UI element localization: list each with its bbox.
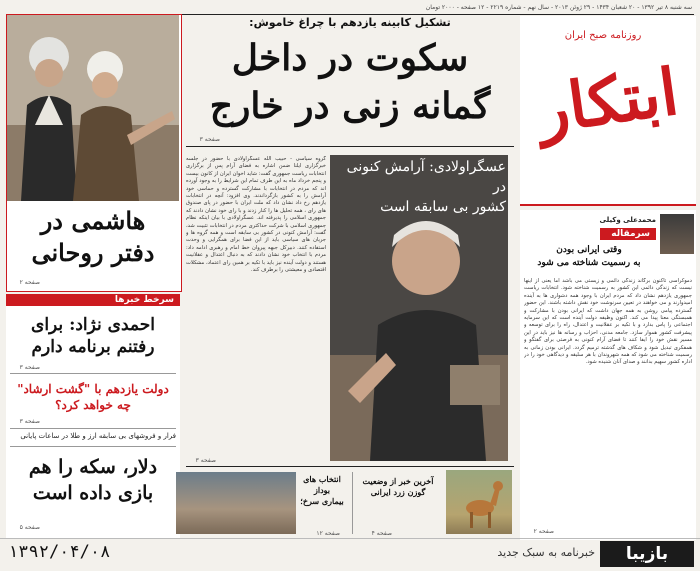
photo-figures-icon xyxy=(7,15,179,201)
main-page-ref: صفحه ۳ xyxy=(199,136,220,143)
main-headline xyxy=(190,34,510,138)
author-avatar xyxy=(660,214,694,254)
asgaroladi-caption xyxy=(330,157,506,215)
bottom-item1-line2: بیماری سرخ؛ xyxy=(300,496,344,506)
center-page-ref: صفحه ۳ xyxy=(195,457,216,464)
editorial-body: دموکراسی تاکنون برگاند زندگی دائمی و زیستی می باشد اما یعنی از اینها نیست که زندگی دائمی این کشور به رسمیت شناخته شود. انتخابات ریاست جمهوری یازدهم نشان داد که مردم ایران با وجود همه دشواری ها به آینده امیدوارند و می خواهند در تعیین سرنوشت خود نقش داشته باشند. این حضور گسترده پیامی روشن به همه جهان داشت که ایرانی بودن با مشارکت و همبستگی معنا پیدا می کند. اکنون وظیفه دولت آینده است که این سرمایه اجتماعی را پاس بدارد و با تکیه بر عقلانیت و اعتدال، راه را برای توسعه و پیشرفت کشور هموار سازد. جامعه مدنی، احزاب و رسانه ها نیز باید در این مسیر نقش خود را ایفا کنند تا فضای آرام کنونی به فرصتی برای گفتگو و همفکری تبدیل شود و شکاف های گذشته ترمیم گردد. ایرانی بودن زمانی به رسمیت شناخته می شود که همه شهروندان با هر سلیقه و دیدگاهی خود را در اداره کشور سهیم بدانند و صدای آنان شنیده شود. xyxy=(524,278,692,366)
sidebar-item2-headline xyxy=(8,381,178,417)
masthead-rule xyxy=(520,204,696,206)
flowers-photo xyxy=(176,472,296,534)
editorial-title xyxy=(524,244,654,274)
main-kicker: تشکیل کابینه یازدهم با چراغ خاموش: xyxy=(249,16,451,29)
brand-tagline: خبرنامه به سبک جدید xyxy=(497,546,595,559)
bottom-item2-headline xyxy=(350,476,446,504)
center-article-body: گروه سیاسی - حبیب الله عسگراولادی با حضور در جلسه خبرگزاری ایلنا ضمن اشاره به فضای آرام پس از برگزاری انتخابات ریاست جمهوری گفت: شاید اخوان ایران از کانون بیست و پنجم خرداد ماه به این طرف تمام این شرایط را به وجود آورده اند که مردم در انتخابات با مشارکت گسترده و حماسی خود آرامش را به کشور بازگرداندند. وی افزود: آنچه در انتخابات یازدهم رخ داد نشان داد که ملت ایران با حضور در پای صندوق های رای ، همه تحلیل ها را کنار زدند و با رای خود نشان دادند که جمهوری اسلامی را پذیرفته اند. عسگراولادی با بیان اینکه نظام جمهوری اسلامی با شرکت حداکثری مردم در انتخابات تثبیت شد، گفت: آرامش کنونی در کشور بی سابقه است و همه گروه ها و جریان های سیاسی باید از این فضا برای همگرایی و وحدت استفاده کنند. دبیرکل جبهه پیروان خط امام و رهبری ادامه داد: مردم با انتخاب خود نشان دادند که به دنبال اعتدال و عقلانیت هستند و دولت آینده نیز باید با تکیه بر همین رای اعتماد، مشکلات اقتصادی و معیشتی را برطرف کند. xyxy=(186,156,326,274)
sidebar-divider-3 xyxy=(10,446,176,447)
sidebar-section-label: سرخط خبرها xyxy=(6,294,180,306)
asgaroladi-caption-line2: کشور بی سابقه است xyxy=(380,199,506,215)
sidebar-item3-text: فرار و فروشهای بی سابقه ارز و طلا در ساعات پایانی xyxy=(20,432,176,440)
sidebar-item4-headline xyxy=(8,454,178,514)
hashemi-page-ref: صفحه ۲ xyxy=(19,279,40,286)
hashemi-headline xyxy=(8,205,178,275)
hashemi-headline-line2: دفتر روحانی xyxy=(31,238,155,267)
editorial-section-label: سرمقاله xyxy=(600,228,656,240)
bottom-center-rule xyxy=(186,466,514,467)
sidebar-item2-ref: صفحه ۳ xyxy=(19,418,40,425)
sidebar-item2-line2: چه خواهد کرد؟ xyxy=(55,398,131,412)
sidebar-divider-1 xyxy=(10,373,176,374)
headline-rule xyxy=(186,146,514,147)
hashemi-headline-line1: هاشمی در xyxy=(40,206,146,235)
main-headline-line1: سکوت در داخل xyxy=(231,37,469,79)
sidebar-item1-headline xyxy=(8,314,178,362)
issue-date: ۱۳۹۲/۰۴/۰۸ xyxy=(8,542,111,562)
editorial-title-line2: به رسمیت شناخته می شود xyxy=(537,258,641,268)
masthead-logo-title: ابتکار xyxy=(533,54,683,149)
editorial-page-ref: صفحه ۲ xyxy=(533,528,554,535)
sidebar-item1-line1: احمدی نژاد: برای xyxy=(31,315,155,335)
bottom-item2-line1: آخرین خبر از وضعیت xyxy=(362,476,434,486)
bottom-item2-line2: گوزن زرد ایرانی xyxy=(370,487,426,497)
main-headline-line2: گمانه زنی در خارج xyxy=(209,85,491,127)
footer-rule xyxy=(0,538,700,539)
editorial-title-line1: وقتی ایرانی بودن xyxy=(556,245,622,255)
sidebar-item1-line2: رفتنم برنامه دارم xyxy=(31,337,155,357)
deer-photo xyxy=(446,470,512,534)
bottom-item1-line1: انتخاب های بوداز xyxy=(303,474,341,495)
bottom-item1-ref: صفحه ۱۲ xyxy=(316,530,340,537)
sidebar-item4-line2: بازی داده است xyxy=(32,482,154,504)
masthead-subtitle: روزنامه صبح ایران xyxy=(564,30,642,41)
asgaroladi-caption-line1: عسگراولادی: آرامش کنونی در xyxy=(346,159,506,195)
editorial-author: محمدعلی وکیلی xyxy=(599,216,656,224)
deer-icon xyxy=(446,470,512,534)
sidebar-divider-2 xyxy=(10,428,176,429)
sidebar-item2-line1: دولت یازدهم با "گشت ارشاد" xyxy=(17,382,169,396)
sidebar-item4-line1: دلار، سکه را هم xyxy=(28,456,158,478)
sidebar-item4-ref: صفحه ۵ xyxy=(19,524,40,531)
hashemi-rouhani-photo xyxy=(7,15,179,201)
sidebar-item1-ref: صفحه ۳ xyxy=(19,364,40,371)
bottom-item1-headline xyxy=(296,474,348,506)
issue-info-line: سه شنبه ۸ تیر ۱۳۹۲ - ۲۰ شعبان ۱۴۳۴ - ۲۹ ژوئن ۲۰۱۳ - سال نهم - شماره ۲۲۱۹ - ۱۲ صفحه - ۲۰۰۰ تومان xyxy=(425,4,692,11)
brand-logo[interactable]: بازیبا xyxy=(600,541,694,567)
bottom-item2-ref: صفحه ۴ xyxy=(371,530,392,537)
